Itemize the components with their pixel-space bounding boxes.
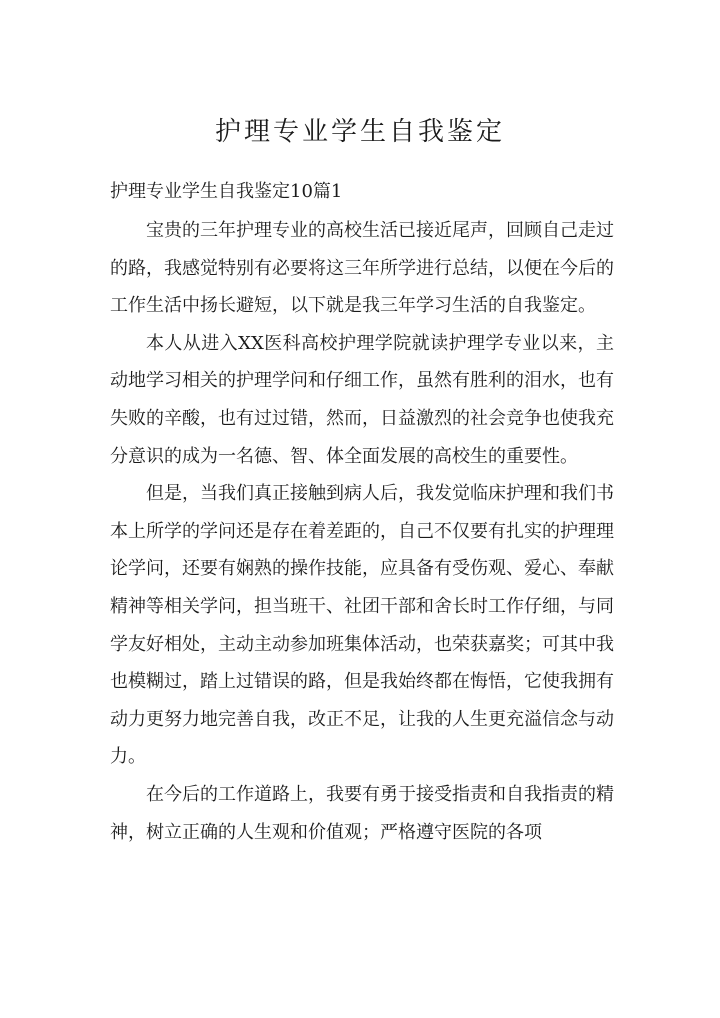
paragraph-2: 本人从进入XX医科高校护理学院就读护理学专业以来，主动地学习相关的护理学问和仔细工作，虽然有胜利的泪水，也有失败的辛酸，也有过过错，然而，日益激烈的社会竞争也使我充分意识的成为一名德、智、体全面发展的高校生的重要性。 — [110, 332, 614, 467]
document-subtitle: 护理专业学生自我鉴定10篇1 — [110, 181, 343, 202]
paragraph-1: 宝贵的三年护理专业的高校生活已接近尾声，回顾自己走过的路，我感觉特别有必要将这三年所学进行总结，以便在今后的工作生活中扬长避短，以下就是我三年学习生活的自我鉴定。 — [110, 220, 614, 317]
document-title: 护理专业学生自我鉴定 — [214, 117, 505, 147]
paragraph-4: 在今后的工作道路上，我要有勇于接受指责和自我指责的精神，树立正确的人生观和价值观；严格遵守医院的各项 — [110, 783, 614, 843]
document-body — [110, 212, 614, 851]
paragraph-3: 但是，当我们真正接触到病人后，我发觉临床护理和我们书本上所学的学问还是存在着差距的，自己不仅要有扎实的护理理论学问，还要有娴熟的操作技能，应具备有受伤观、爱心、奉献精神等相关学问，担当班干、社团干部和舍长时工作仔细，与同学友好相处，主动主动参加班集体活动，也荣获嘉奖；可其中我也模糊过，踏上过错误的路，但是我始终都在悔悟，它使我拥有动力更努力地完善自我，改正不足，让我的人生更充溢信念与动力。 — [110, 483, 614, 768]
